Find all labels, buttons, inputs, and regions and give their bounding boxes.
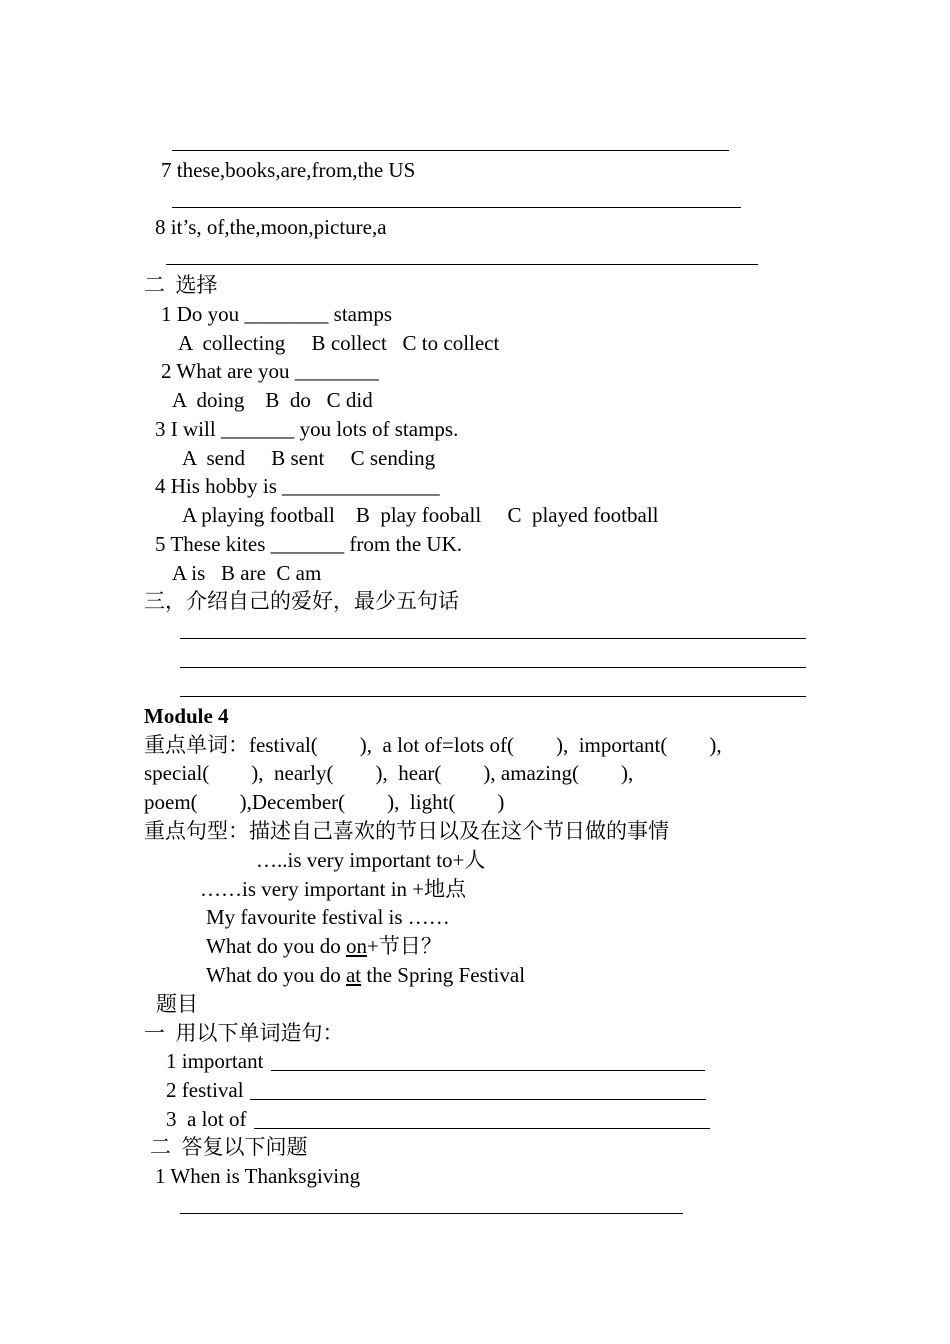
mc-options-5: A is B are C am: [172, 561, 322, 585]
mc-options-4: A playing football B play fooball C played football: [182, 503, 659, 527]
pattern-4-end: +节日？: [366, 934, 442, 958]
pattern-5-preposition: at: [345, 963, 362, 987]
section-3-heading: 三，介绍自己的爱好，最少五句话: [144, 589, 459, 613]
mc-question-3: 3 I will _______ you lots of stamps.: [155, 417, 459, 441]
answer-line[interactable]: [180, 1213, 683, 1214]
mc-question-4: 4 His hobby is _______________: [155, 474, 440, 498]
mc-options-3: A send B sent C sending: [182, 446, 436, 470]
answer-line[interactable]: [172, 207, 741, 208]
answer-line[interactable]: [271, 1070, 705, 1071]
mc-options-1: A collecting B collect C to collect: [178, 331, 500, 355]
answer-line[interactable]: [254, 1128, 710, 1129]
exercise-2-heading: 二 答复以下问题: [150, 1135, 308, 1159]
mc-question-2: 2 What are you ________: [161, 359, 379, 383]
pattern-4: [206, 933, 442, 959]
pattern-4-preposition: on: [345, 934, 367, 958]
pattern-1: …..is very important to+人: [256, 848, 486, 872]
sentence-item-2: 2 festival: [166, 1078, 244, 1102]
writing-line[interactable]: [180, 638, 806, 639]
question-7: 7 these,books,are,from,the US: [161, 158, 416, 182]
pattern-heading: 重点句型：描述自己喜欢的节日以及在这个节日做的事情: [144, 819, 669, 843]
mc-question-1: 1 Do you ________ stamps: [161, 302, 392, 326]
module-title: [144, 703, 229, 729]
pattern-2: ……is very important in +地点: [200, 877, 467, 901]
pattern-4-start: What do you do: [206, 934, 346, 958]
answer-question-1: 1 When is Thanksgiving: [155, 1164, 361, 1188]
pattern-5-start: What do you do: [206, 963, 346, 987]
vocab-line-1: 重点单词：festival( ), a lot of=lots of( ), important( ),: [144, 733, 722, 757]
pattern-5-end: the Spring Festival: [361, 963, 526, 987]
sentence-item-3: 3 a lot of: [166, 1107, 247, 1131]
mc-options-2: A doing B do C did: [172, 388, 373, 412]
pattern-5: [206, 962, 525, 988]
answer-line[interactable]: [166, 264, 758, 265]
module-title-text: Module 4: [144, 704, 229, 728]
vocab-line-3: poem( ),December( ), light( ): [144, 790, 505, 814]
section-2-heading: 二 选择: [144, 273, 218, 297]
sentence-item-1: 1 important: [166, 1049, 264, 1073]
vocab-line-2: special( ), nearly( ), hear( ), amazing( ),: [144, 761, 634, 785]
answer-line[interactable]: [250, 1099, 706, 1100]
writing-line[interactable]: [180, 696, 806, 697]
pattern-3: My favourite festival is ……: [206, 905, 450, 929]
question-8: 8 it’s, of,the,moon,picture,a: [155, 215, 387, 239]
exercise-1-heading: 一 用以下单词造句：: [144, 1021, 344, 1045]
mc-question-5: 5 These kites _______ from the UK.: [155, 532, 462, 556]
answer-line[interactable]: [172, 150, 729, 151]
exercises-label: 题目: [156, 992, 198, 1016]
writing-line[interactable]: [180, 667, 806, 668]
